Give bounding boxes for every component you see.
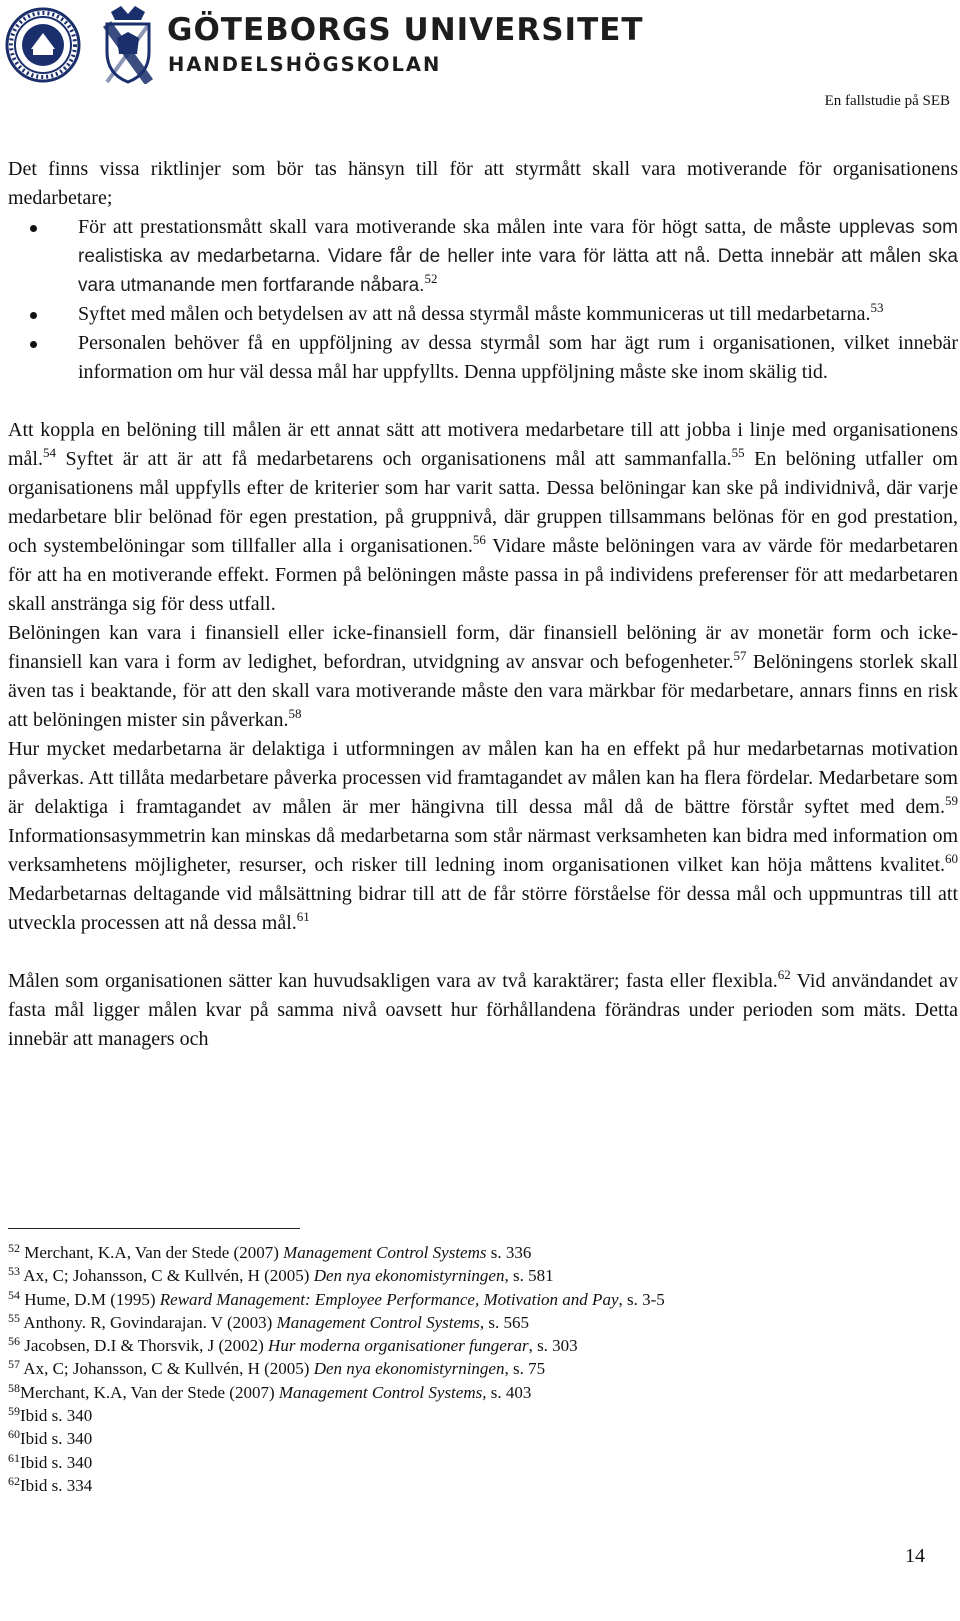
footnote-title: Reward Management: Employee Performance, Motivation and Pay: [159, 1289, 619, 1309]
footnote-number: 55: [8, 1310, 20, 1325]
footnote-author: Anthony. R, Govindarajan. V (2003): [20, 1312, 277, 1332]
footnote-title: Hur moderna organisationer fungerar: [268, 1336, 529, 1356]
footnotes: [8, 1241, 948, 1497]
footnote-page: s. 403: [486, 1382, 532, 1402]
university-name: GÖTEBORGS UNIVERSITET: [167, 12, 644, 48]
footnote-ref: 56: [472, 532, 486, 547]
footnote-page: , s. 303: [528, 1336, 578, 1356]
sentence: Vid användandet av fasta mål ligger målen kvar på samma nivå oavsett hur förhållandena förändras under perioden som mäts. Detta innebär att managers och: [8, 970, 958, 1050]
footnote-page: , s. 75: [504, 1359, 546, 1379]
list-item: [78, 300, 958, 329]
footnote-number: 62: [8, 1473, 20, 1488]
bullet-text: Syftet med målen och betydelsen av att nå dessa styrmål måste kommuniceras ut till medarbetarna.: [78, 303, 871, 325]
footnote-title: Management Control Systems: [283, 1243, 487, 1262]
body-text: [8, 155, 958, 1054]
sentence: Medarbetarnas deltagande vid målsättning bidrar till att de får större förståelse för dessa mål och uppmuntras till att utveckla processen att nå dessa mål.: [8, 883, 958, 934]
footnote-ref: 60: [945, 851, 958, 866]
city-crest-icon: [101, 4, 155, 84]
sentence: Belöningens storlek skall även tas i beaktande, för att den skall vara motiverande måste den vara märkbar för medarbetare, annars finns en risk att belöningen mister sin påverkan.: [8, 651, 958, 731]
page-header: [0, 0, 960, 109]
footnote-title: Den nya ekonomistyrningen: [313, 1266, 505, 1286]
bullet-text-continued: måste upplevas som realistiska av medarbetarna. Vidare får de heller inte vara för lätta att nå. Detta innebär att målen ska vara utmanande men fortfarande nåbara.: [78, 217, 958, 296]
bullet-list: [8, 213, 958, 387]
paragraph: [8, 416, 958, 619]
bullet-icon: [30, 312, 37, 319]
paragraph: [8, 735, 958, 938]
footnote: [8, 1311, 948, 1334]
footnote-number: 53: [8, 1264, 20, 1279]
sentence: Informationsasymmetrin kan minskas då medarbetarna som står närmast verksamheten kan bidra med information om verksamhetens möjligheter, resurser, och risker till ledning inom organisationen vilket kan höja måttens kvalitet.: [8, 825, 958, 876]
footnote: [8, 1404, 948, 1427]
footnote-number: 56: [8, 1334, 20, 1349]
bullet-icon: [30, 341, 37, 348]
footnote-page: , s. 581: [504, 1266, 554, 1286]
footnote-ref: 52: [424, 271, 438, 286]
footnote-ref: 61: [296, 909, 310, 924]
bullet-icon: [30, 225, 37, 232]
footnote: [8, 1357, 948, 1380]
footnote-title: Management Control Systems,: [278, 1382, 487, 1402]
footnote-ref: 53: [870, 300, 884, 315]
footnote-number: 60: [8, 1427, 20, 1442]
footnote-page: s. 336: [486, 1243, 532, 1262]
footnote-number: 59: [8, 1404, 20, 1419]
footnote-ref: 55: [731, 445, 745, 460]
footnote: [8, 1288, 948, 1311]
footnote: [8, 1264, 948, 1287]
footnote-author: Ibid s. 340: [20, 1406, 93, 1426]
footnote-author: Ibid s. 340: [20, 1429, 93, 1449]
footnote: [8, 1474, 948, 1497]
footnote-ref: 59: [945, 793, 958, 808]
footnote-ref: 62: [777, 967, 791, 982]
footnote-author: Hume, D.M (1995): [20, 1289, 160, 1309]
sentence: Syftet är att är att få medarbetarens och organisationens mål att sammanfalla.: [56, 448, 732, 470]
footnote-author: Ax, C; Johansson, C & Kullvén, H (2005): [20, 1359, 314, 1379]
paragraph-gap: [8, 387, 958, 416]
footnote-title: Management Control Systems: [276, 1312, 480, 1332]
footnote-author: Merchant, K.A, Van der Stede (2007): [20, 1243, 284, 1262]
bullet-text: Personalen behöver få en uppföljning av dessa styrmål som har ägt rum i organisationen, vilket innebär information om hur väl dessa mål har uppfyllts. Denna uppföljning måste ske inom skälig tid.: [78, 332, 958, 383]
paragraph: [8, 967, 958, 1054]
footnote-ref: 54: [43, 445, 56, 460]
sentence: Målen som organisationen sätter kan huvudsakligen vara av två karaktärer; fasta eller flexibla.: [8, 970, 778, 992]
footnote-author: Ibid s. 340: [20, 1452, 93, 1472]
footnote-number: 57: [8, 1357, 20, 1372]
footnote: [8, 1381, 948, 1404]
sentence: Att koppla en belöning till målen är ett annat sätt att motivera medarbetare till att jobba i linje med organisationens mål.: [8, 419, 958, 470]
footnote-number: 54: [8, 1287, 20, 1302]
sentence: Belöningen kan vara i finansiell eller icke-finansiell form, där finansiell belöning är av monetär form och icke-finansiell kan vara i form av ledighet, befordran, utvidgning av ansvar och befogenheter.: [8, 622, 958, 673]
footnote-page: , s. 3-5: [618, 1289, 665, 1309]
footnote-ref: 58: [288, 706, 302, 721]
footnote-number: 52: [8, 1241, 20, 1255]
list-item: [78, 213, 958, 300]
footnote-author: Merchant, K.A, Van der Stede (2007): [20, 1382, 279, 1402]
sentence: Vidare måste belöningen vara av värde för medarbetaren för att ha en motiverande effekt. Formen på belöningen måste passa in på individens preferenser för att medarbetaren skall anstränga sig för dess utfall.: [8, 535, 958, 615]
school-name: HANDELSHÖGSKOLAN: [168, 53, 442, 76]
footnote: [8, 1427, 948, 1450]
university-seal-icon: [5, 7, 81, 83]
footnote-page: , s. 565: [479, 1312, 530, 1332]
footnote: [8, 1241, 948, 1264]
page-number: 14: [905, 1545, 925, 1567]
footnote: [8, 1334, 948, 1357]
footnote-separator: [8, 1228, 300, 1229]
paragraph-gap: [8, 938, 958, 967]
footnote-author: Ibid s. 334: [20, 1475, 93, 1495]
paragraph: [8, 619, 958, 735]
list-item: [78, 329, 958, 387]
footnote-number: 61: [8, 1450, 20, 1465]
sentence: En belöning utfaller om organisationens mål uppfylls efter de kriterier som har varit satta. Dessa belöningar kan ske på individnivå, där varje medarbetare blir belönad för egen prestation, på gruppnivå, där gruppen tillsammans belönas för en god prestation, och systembelöningar som tillfaller alla i organisationen.: [8, 448, 958, 557]
footnote-title: Den nya ekonomistyrningen: [313, 1359, 505, 1379]
footnote-author: Ax, C; Johansson, C & Kullvén, H (2005): [20, 1266, 314, 1286]
footnote-number: 58: [8, 1380, 20, 1395]
intro-paragraph: Det finns vissa riktlinjer som bör tas hänsyn till för att styrmått skall vara motiverande för organisationens medarbetare;: [8, 158, 958, 209]
footnote-ref: 57: [733, 648, 747, 663]
running-title: En fallstudie på SEB: [824, 93, 950, 109]
footnote: [8, 1451, 948, 1474]
sentence: Hur mycket medarbetarna är delaktiga i utformningen av målen kan ha en effekt på hur medarbetarnas motivation påverkas. Att tillåta medarbetare påverka processen vid framtagandet av målen kan ha flera fördelar. Medarbetare som är delaktiga i framtagandet av målen är mer hängivna till dessa mål då de bättre förstår syftet med dem.: [8, 738, 958, 818]
footnote-author: Jacobsen, D.I & Thorsvik, J (2002): [20, 1336, 269, 1356]
bullet-text: För att prestationsmått skall vara motiverande ska målen inte vara för högt satta, de: [78, 216, 780, 238]
